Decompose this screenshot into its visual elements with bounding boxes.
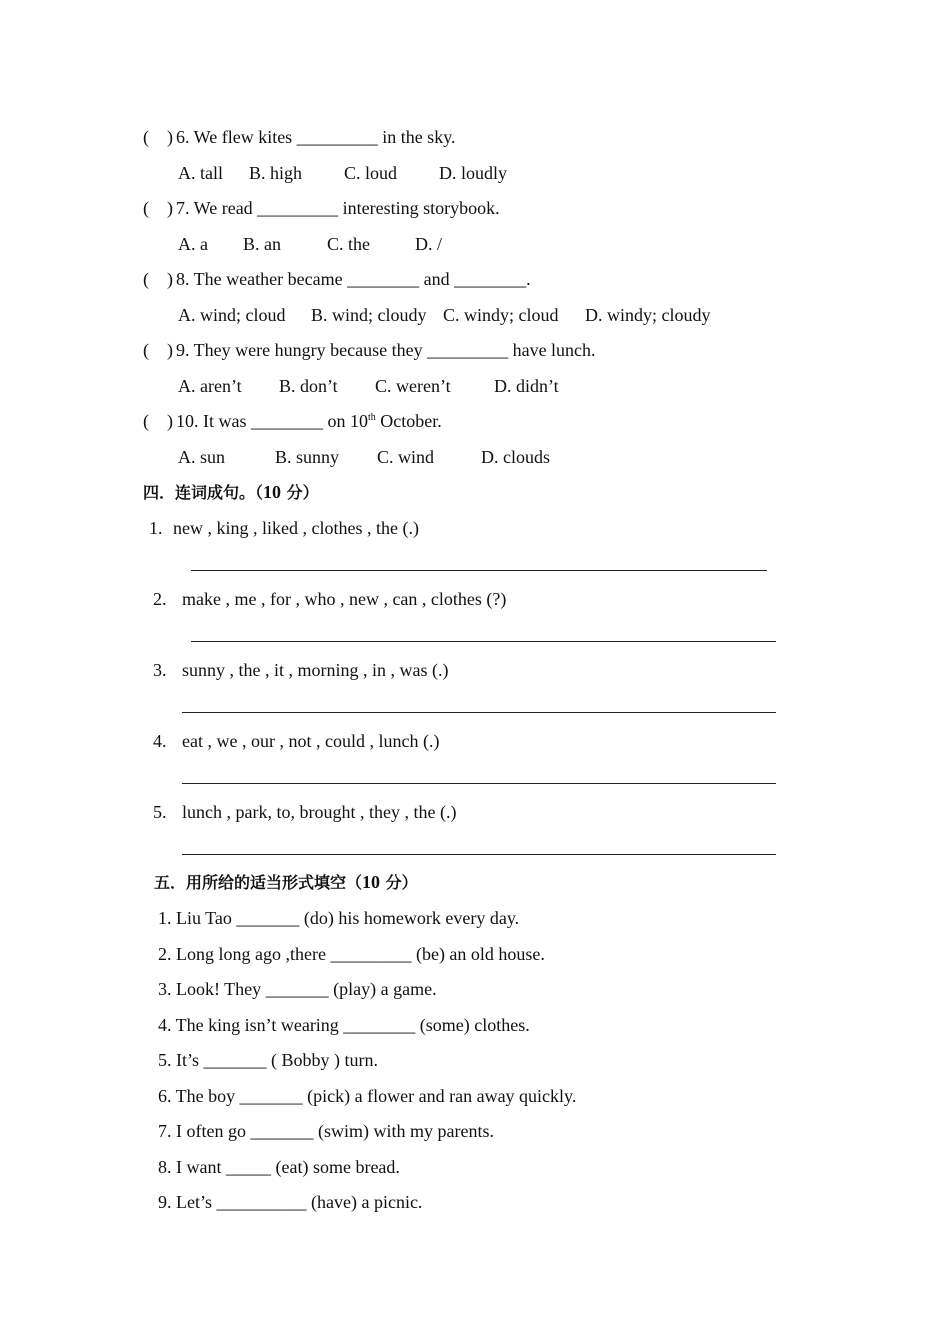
question-stem: 8. The weather became ________ and ________.: [176, 269, 531, 289]
option-b: B. wind; cloudy: [311, 305, 427, 325]
answer-line[interactable]: [182, 783, 776, 784]
option-a: A. a: [178, 234, 208, 254]
option-c: C. weren’t: [375, 376, 451, 396]
fill-item-6[interactable]: 6. The boy _______ (pick) a flower and ran away quickly.: [158, 1086, 577, 1106]
section-heading-text: 四．连词成句。（: [143, 483, 264, 502]
word-list: lunch , park, to, brought , they , the (.): [182, 802, 457, 822]
answer-line[interactable]: [191, 641, 776, 642]
section-heading-text: 分）: [380, 873, 418, 892]
option-d: D. clouds: [481, 447, 550, 467]
option-d: D. windy; cloudy: [585, 305, 711, 325]
item-number: 5.: [153, 802, 167, 822]
word-list: make , me , for , who , new , can , clothes (?): [182, 589, 507, 609]
word-list: new , king , liked , clothes , the (.): [173, 518, 419, 538]
option-d: D. loudly: [439, 163, 508, 183]
fill-item-7[interactable]: 7. I often go _______ (swim) with my parents.: [158, 1121, 494, 1141]
option-d: D. /: [415, 234, 442, 254]
fill-item-9[interactable]: 9. Let’s __________ (have) a picnic.: [158, 1192, 423, 1212]
option-b: B. sunny: [275, 447, 340, 467]
question-stem: 7. We read _________ interesting storybook.: [176, 198, 500, 218]
answer-bracket[interactable]: ( ): [143, 340, 173, 360]
option-a: A. wind; cloud: [178, 305, 286, 325]
section-heading: [154, 871, 418, 894]
answer-bracket[interactable]: ( ): [143, 269, 173, 289]
fill-item-4[interactable]: 4. The king isn’t wearing ________ (some) clothes.: [158, 1015, 530, 1035]
question-stem-text: 10. It was ________ on 10: [176, 411, 368, 431]
section-points: 10: [362, 872, 381, 892]
question-stem-text: October.: [375, 411, 442, 431]
fill-item-8[interactable]: 8. I want _____ (eat) some bread.: [158, 1157, 400, 1177]
option-a: A. sun: [178, 447, 226, 467]
section-heading-text: 分）: [281, 483, 319, 502]
word-list: eat , we , our , not , could , lunch (.): [182, 731, 440, 751]
item-number: 4.: [153, 731, 167, 751]
option-b: B. high: [249, 163, 303, 183]
answer-bracket[interactable]: ( ): [143, 127, 173, 147]
answer-line[interactable]: [191, 570, 767, 571]
option-d: D. didn’t: [494, 376, 559, 396]
fill-item-3[interactable]: 3. Look! They _______ (play) a game.: [158, 979, 437, 999]
word-list: sunny , the , it , morning , in , was (.): [182, 660, 449, 680]
ordinal-suffix: th: [368, 412, 376, 423]
option-c: C. wind: [377, 447, 435, 467]
answer-bracket[interactable]: ( ): [143, 198, 173, 218]
answer-bracket[interactable]: ( ): [143, 411, 173, 431]
question-stem: 9. They were hungry because they _________ have lunch.: [176, 340, 596, 360]
option-c: C. the: [327, 234, 370, 254]
option-c: C. windy; cloud: [443, 305, 559, 325]
option-c: C. loud: [344, 163, 398, 183]
option-b: B. don’t: [279, 376, 338, 396]
answer-line[interactable]: [182, 854, 776, 855]
section-heading: [143, 481, 319, 504]
fill-item-5[interactable]: 5. It’s _______ ( Bobby ) turn.: [158, 1050, 378, 1070]
item-number: 2.: [153, 589, 167, 609]
section-heading-text: 五．用所给的适当形式填空（: [154, 873, 363, 892]
item-number: 3.: [153, 660, 167, 680]
section-points: 10: [263, 482, 282, 502]
answer-line[interactable]: [182, 712, 776, 713]
question-stem: [176, 410, 442, 432]
fill-item-1[interactable]: 1. Liu Tao _______ (do) his homework every day.: [158, 908, 520, 928]
question-stem: 6. We flew kites _________ in the sky.: [176, 127, 456, 147]
option-b: B. an: [243, 234, 281, 254]
fill-item-2[interactable]: 2. Long long ago ,there _________ (be) an old house.: [158, 944, 545, 964]
option-a: A. aren’t: [178, 376, 242, 396]
option-a: A. tall: [178, 163, 223, 183]
item-number: 1.: [149, 518, 163, 538]
